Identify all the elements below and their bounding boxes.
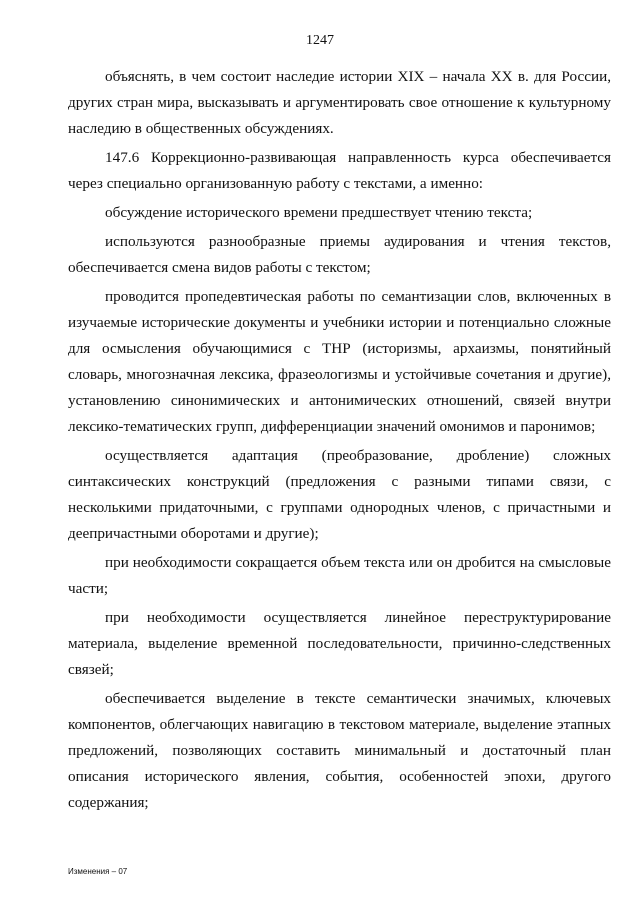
document-body xyxy=(68,64,611,819)
paragraph-7: при необходимости сокращается объем текста или он дробится на смысловые части; xyxy=(68,554,611,597)
paragraph-9: обеспечивается выделение в тексте семантически значимых, ключевых компонентов, облегчающих навигацию в текстовом материале, выделение этапных предложений, позволяющих составить минимальный и достаточный план описания исторического явления, события, особенностей эпохи, другого содержания; xyxy=(68,690,611,811)
page-number: 1247 xyxy=(306,33,334,48)
paragraph-1: объяснять, в чем состоит наследие истории XIX – начала XX в. для России, других стран мира, высказывать и аргументировать свое отношение к культурному наследию в общественных обсуждениях. xyxy=(68,68,611,137)
paragraph-4: используются разнообразные приемы аудирования и чтения текстов, обеспечивается смена видов работы с текстом; xyxy=(68,233,611,276)
paragraph-5: проводится пропедевтическая работы по семантизации слов, включенных в изучаемые исторические документы и учебники истории и потенциально сложные для осмысления обучающимися с ТНР (историзмы, архаизмы, понятийный словарь, многозначная лексика, фразеологизмы и устойчивые сочетания и другие), установлению синонимических и антонимических отношений, связей внутри лексико-тематических групп, дифференциации значений омонимов и паронимов; xyxy=(68,288,611,435)
footer-revision: Изменения – 07 xyxy=(68,867,128,876)
paragraph-8: при необходимости осуществляется линейное переструктурирование материала, выделение временной последовательности, причинно-следственных связей; xyxy=(68,609,611,678)
paragraph-3: обсуждение исторического времени предшествует чтению текста; xyxy=(105,204,533,221)
paragraph-2: 147.6 Коррекционно-развивающая направленность курса обеспечивается через специально организованную работу с текстами, а именно: xyxy=(68,149,611,192)
paragraph-6: осуществляется адаптация (преобразование, дробление) сложных синтаксических конструкций (предложения с разными типами связи, с несколькими придаточными, с группами однородных членов, с причастными и деепричастными оборотами и другие); xyxy=(68,447,611,542)
